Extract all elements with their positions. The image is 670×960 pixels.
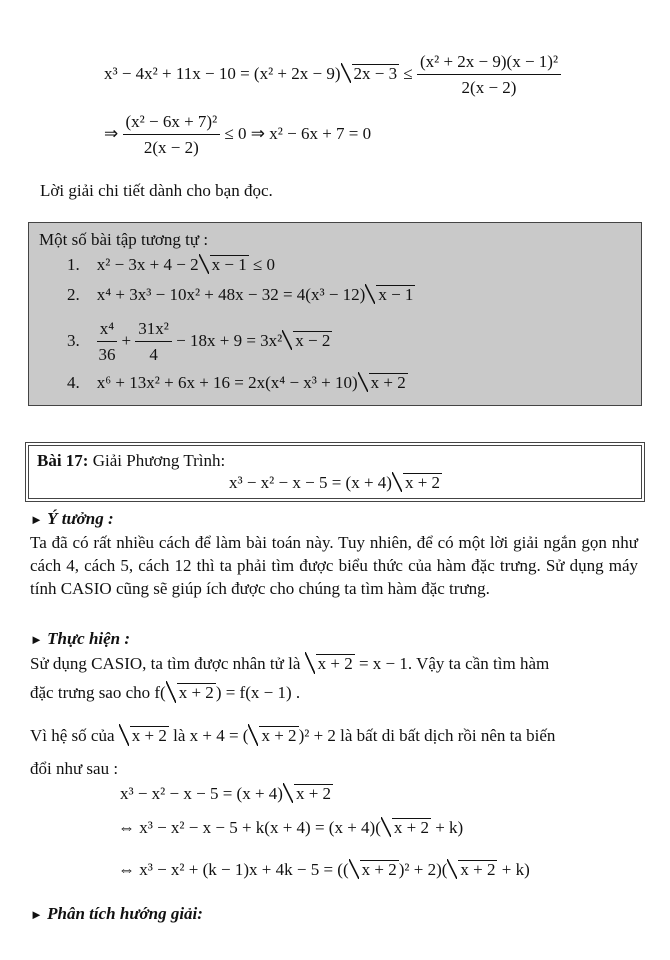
derivation-line-2: ⇔ x³ − x² − x − 5 + k(x + 4) = (x + 4)( x + 2 + k) bbox=[118, 818, 464, 837]
exercise-item: 4. x⁶ + 13x² + 6x + 16 = 2x(x⁴ − x³ + 10) x + 2 bbox=[67, 373, 406, 392]
exercises-title: Một số bài tập tương tự : bbox=[39, 230, 209, 249]
sqrt-symbol: x + 2 bbox=[349, 860, 399, 880]
problem-heading: Bài 17: Giải Phương Trình: bbox=[37, 451, 226, 470]
note-text: Lời giải chi tiết dành cho bạn đọc. bbox=[40, 181, 273, 200]
triangle-marker-icon: ► bbox=[30, 907, 43, 922]
problem-box bbox=[28, 445, 642, 499]
impl-paragraph-2: đặc trưng sao cho f( x + 2 ) = f(x − 1) . bbox=[30, 683, 301, 702]
sqrt-symbol: 2x − 3 bbox=[341, 64, 400, 84]
analysis-heading: ► Phân tích hướng giải: bbox=[30, 904, 203, 923]
fraction: $\frac{\text{(x² + 2x − 9)(x − 1)²}}{2(x - 2)}$ bbox=[417, 52, 561, 98]
equation-2: ⇒ $\frac{\text{(x² − 6x + 7)²}}{2(x - 2)}$ ≤ 0 ⇒ x² − 6x + 7 = 0 bbox=[104, 112, 372, 157]
impl-paragraph-3: Vì hệ số của x + 2 là x + 4 = ( x + 2 )² + 2 là bất di bất dịch rồi nên ta biến bbox=[30, 726, 556, 745]
sqrt-symbol: x + 2 bbox=[119, 725, 169, 747]
exercise-item: 1. x² − 3x + 4 − 2 x − 1 ≤ 0 bbox=[67, 255, 276, 274]
sqrt-symbol: x + 2 bbox=[358, 373, 408, 393]
sqrt-symbol: x + 2 bbox=[305, 653, 355, 675]
sqrt-symbol: x − 1 bbox=[365, 285, 415, 305]
impl-heading: ► Thực hiện : bbox=[30, 629, 131, 648]
idea-heading: ► Ý tưởng : bbox=[30, 509, 114, 528]
sqrt-symbol: x + 2 bbox=[381, 818, 431, 838]
exercise-item: 2. x⁴ + 3x³ − 10x² + 48x − 32 = 4(x³ − 12) x − 1 bbox=[67, 285, 414, 304]
sqrt-symbol: x − 2 bbox=[282, 331, 332, 351]
equation-1-lhs: x³ − 4x² + 11x − 10 = (x² + 2x − 9) bbox=[104, 63, 341, 83]
sqrt-symbol: x − 1 bbox=[199, 255, 249, 275]
equation-1: x³ − 4x² + 11x − 10 = (x² + 2x − 9) 2x − 3 ≤ $\frac{\text{(x² + 2x − 9)(x − 1)²}}{2(x - 2)}$ bbox=[104, 52, 561, 98]
derivation-line-3: ⇔ x³ − x² + (k − 1)x + 4k − 5 = (( x + 2 )² + 2)( x + 2 + k) bbox=[118, 860, 530, 879]
derivation-line-1: x³ − x² − x − 5 = (x + 4) x + 2 bbox=[120, 784, 332, 803]
exercise-item: 3. $\frac{\text{x⁴}}{36}$ + $\frac{\text{31x²}}{4}$ − 18x + 9 = 3x² x − 2 bbox=[67, 319, 331, 364]
fraction: $\frac{\text{x⁴}}{36}$ bbox=[98, 319, 116, 364]
sqrt-symbol: x + 2 bbox=[283, 784, 333, 804]
idea-body: Ta đã có rất nhiều cách để làm bài toán này. Tuy nhiên, để có một lời giải ngắn gọn như cách 4, cách 5, cách 12 thì ta phải tìm được biểu thức của hàm đặc trưng. Sử dụng máy tính CASIO cũng sẽ giúp ích được cho chúng ta tìm hàm đặc trưng. bbox=[30, 533, 638, 598]
impl-paragraph-1: Sử dụng CASIO, ta tìm được nhân tử là x + 2 = x − 1. Vậy ta cần tìm hàm bbox=[30, 654, 550, 673]
sqrt-symbol: x + 2 bbox=[166, 682, 216, 704]
problem-equation: x³ − x² − x − 5 = (x + 4) x + 2 bbox=[229, 473, 441, 492]
triangle-marker-icon: ► bbox=[30, 632, 43, 647]
sqrt-symbol: x + 2 bbox=[248, 725, 298, 747]
triangle-marker-icon: ► bbox=[30, 512, 43, 527]
sqrt-symbol: x + 2 bbox=[447, 860, 497, 880]
impl-paragraph-4: đổi như sau : bbox=[30, 759, 119, 778]
fraction: $\frac{\text{(x² − 6x + 7)²}}{2(x - 2)}$ bbox=[123, 112, 221, 158]
fraction: $\frac{\text{31x²}}{4}$ bbox=[135, 319, 172, 365]
sqrt-symbol: x + 2 bbox=[392, 473, 442, 493]
exercises-box bbox=[28, 222, 642, 406]
